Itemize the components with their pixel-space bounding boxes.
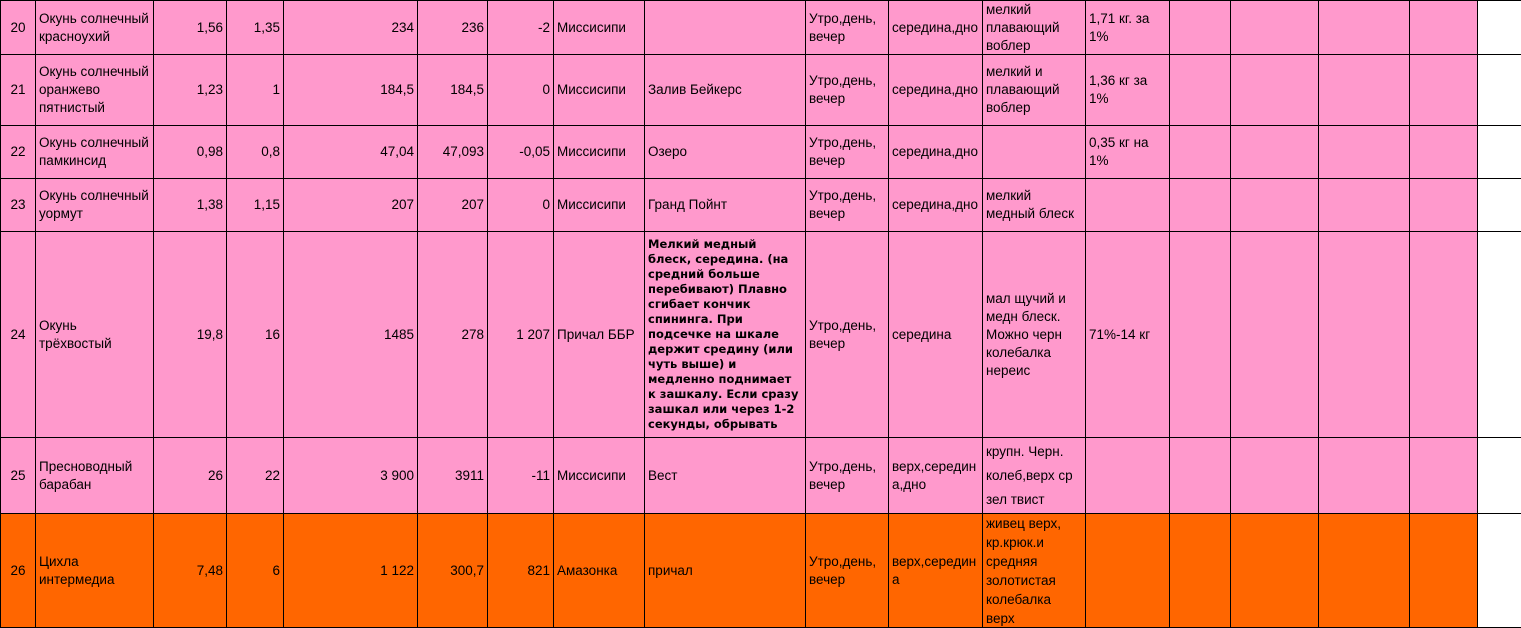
time-cell[interactable]: Утро,день, вечер [806,1,889,55]
empty-cell[interactable] [1478,55,1521,126]
empty-cell[interactable] [1319,514,1410,628]
location-cell[interactable]: Миссисипи [554,1,645,55]
fish-name-cell[interactable] [36,179,154,232]
empty-cell[interactable] [1319,179,1410,232]
table-row[interactable] [1,232,1521,438]
empty-cell[interactable] [1231,232,1319,438]
table-row[interactable] [1,438,1521,514]
spot-cell[interactable]: Озеро [645,126,806,179]
location-cell[interactable]: Миссисипи [554,438,645,514]
note-cell[interactable] [645,232,806,438]
row-number[interactable]: 22 [1,126,36,179]
empty-cell[interactable] [1410,232,1478,438]
fish-name-cell[interactable]: Окунь трёхвостый [36,232,154,438]
fish-name-cell[interactable] [36,55,154,126]
value-cell[interactable]: 278 [418,232,488,438]
spot-cell[interactable]: причал [645,514,806,628]
fish-name: Окунь солнечный красноухий [39,10,150,46]
row-number[interactable]: 25 [1,438,36,514]
value-cell[interactable]: 1,38 [154,179,227,232]
value-cell[interactable]: 1 207 [488,232,554,438]
empty-cell[interactable] [1231,55,1319,126]
empty-cell[interactable] [1478,232,1521,438]
bait-cell[interactable]: мал щучий и медн блеск. Можно черн колебалка нереис [983,232,1086,438]
empty-cell[interactable] [1231,514,1319,628]
bait-cell[interactable]: мелкий и плавающий воблер [983,55,1086,126]
empty-cell[interactable] [1319,126,1410,179]
empty-cell[interactable] [1478,438,1521,514]
value-cell[interactable]: 1,56 [154,1,227,55]
value-cell[interactable]: 1 122 [284,514,418,628]
empty-cell[interactable] [1410,1,1478,55]
location-cell[interactable]: Миссисипи [554,55,645,126]
row-number[interactable]: 21 [1,55,36,126]
value-cell[interactable]: 1,23 [154,55,227,126]
table-row[interactable] [1,514,1521,628]
depth-cell[interactable]: середина,дно [889,126,983,179]
empty-cell[interactable] [1170,1,1231,55]
fish-name: Окунь солнечный уормут [39,187,150,223]
empty-cell[interactable] [1319,1,1410,55]
value-cell[interactable]: 6 [227,514,284,628]
spot-cell[interactable]: Вест [645,438,806,514]
value-cell[interactable]: 1 [227,55,284,126]
value-cell[interactable]: 7,48 [154,514,227,628]
value-cell[interactable]: 16 [227,232,284,438]
value-cell[interactable]: 47,04 [284,126,418,179]
location-cell[interactable]: Амазонка [554,514,645,628]
empty-cell[interactable] [1410,438,1478,514]
empty-cell[interactable] [1478,126,1521,179]
value-cell[interactable]: 184,5 [284,55,418,126]
empty-cell[interactable] [1231,438,1319,514]
empty-cell[interactable] [1231,1,1319,55]
value-cell[interactable]: 236 [418,1,488,55]
time-cell[interactable]: Утро,день, вечер [806,438,889,514]
bait-cell[interactable] [983,438,1086,514]
bait-cell[interactable] [983,1,1086,55]
empty-cell[interactable] [1410,55,1478,126]
fish-name-cell[interactable]: Цихла интермедиа [36,514,154,628]
value-cell[interactable]: 3911 [418,438,488,514]
fish-name: Окунь солнечный памкинсид [39,134,150,170]
chance-cell[interactable]: 1,71 кг. за 1% [1086,1,1170,55]
fish-name: Окунь солнечный оранжево пятнистый [39,63,150,117]
location-cell[interactable]: Причал ББР [554,232,645,438]
empty-cell[interactable] [1231,179,1319,232]
value-cell[interactable]: 3 900 [284,438,418,514]
value-cell[interactable]: 234 [284,1,418,55]
location-cell[interactable]: Миссисипи [554,179,645,232]
time-cell[interactable]: Утро,день, вечер [806,514,889,628]
fish-name-cell[interactable] [36,126,154,179]
depth-cell[interactable]: середина,дно [889,179,983,232]
depth-cell[interactable]: верх,середина [889,514,983,628]
empty-cell[interactable] [1319,55,1410,126]
value-cell[interactable]: -2 [488,1,554,55]
fish-name-cell[interactable]: Пресноводный барабан [36,438,154,514]
empty-cell[interactable] [1170,126,1231,179]
value-cell[interactable]: 207 [284,179,418,232]
table-row[interactable] [1,126,1521,179]
spot-cell[interactable]: Залив Бейкерс [645,55,806,126]
bait-cell[interactable] [983,514,1086,628]
bait-cell[interactable] [983,126,1086,179]
value-cell[interactable]: 0 [488,179,554,232]
value-cell[interactable]: 184,5 [418,55,488,126]
empty-cell[interactable] [1170,514,1231,628]
empty-cell[interactable] [1231,126,1319,179]
value-cell[interactable]: 0 [488,55,554,126]
row-number[interactable]: 26 [1,514,36,628]
empty-cell[interactable] [1410,126,1478,179]
bait-cell[interactable]: мелкий медный блеск [983,179,1086,232]
value-cell[interactable]: 821 [488,514,554,628]
note-text: Мелкий медный блеск, середина. (на средний больше перебивают) Плавно сгибает кончик спининга. При подсечке на шкале держит средину (или чуть выше) и медленно поднимает к зашкалу. Если сразу зашкал или через 1-2 секунды, обрывать [648,237,802,432]
value-cell[interactable]: -0,05 [488,126,554,179]
value-cell[interactable]: 19,8 [154,232,227,438]
empty-cell[interactable] [1478,179,1521,232]
depth-cell[interactable]: середина,дно [889,55,983,126]
value-cell[interactable]: 26 [154,438,227,514]
time-cell[interactable]: Утро,день, вечер [806,126,889,179]
chance-cell[interactable]: 71%-14 кг [1086,232,1170,438]
chance-cell[interactable] [1086,179,1170,232]
bait-text: крупн. Черн. колеб,верх ср зел твист [986,440,1082,512]
time-cell[interactable]: Утро,день, вечер [806,55,889,126]
bait-text: живец верх, кр.крюк.и средняя золотистая колебалка верх [986,514,1082,627]
time-cell[interactable]: Утро,день, вечер [806,179,889,232]
empty-cell[interactable] [1170,438,1231,514]
location-cell[interactable]: Миссисипи [554,126,645,179]
chance-cell[interactable] [1086,438,1170,514]
time-cell[interactable]: Утро,день, вечер [806,232,889,438]
table-row[interactable] [1,179,1521,232]
value-cell[interactable]: 47,093 [418,126,488,179]
empty-cell[interactable] [1478,1,1521,55]
chance-cell[interactable]: 1,36 кг за 1% [1086,55,1170,126]
empty-cell[interactable] [1410,514,1478,628]
table-row[interactable] [1,55,1521,126]
depth-cell[interactable]: верх,середина,дно [889,438,983,514]
row-number[interactable]: 20 [1,1,36,55]
value-cell[interactable]: 1,15 [227,179,284,232]
spot-cell[interactable]: Гранд Пойнт [645,179,806,232]
table-row[interactable] [1,1,1521,55]
depth-cell[interactable]: середина,дно [889,1,983,55]
empty-cell[interactable] [1319,438,1410,514]
empty-cell[interactable] [1170,179,1231,232]
chance-cell[interactable]: 0,35 кг на 1% [1086,126,1170,179]
row-number[interactable]: 23 [1,179,36,232]
chance-cell[interactable] [1086,514,1170,628]
value-cell[interactable]: 1485 [284,232,418,438]
value-cell[interactable]: 22 [227,438,284,514]
empty-cell[interactable] [1170,55,1231,126]
spot-cell[interactable] [645,1,806,55]
value-cell[interactable]: -11 [488,438,554,514]
empty-cell[interactable] [1319,232,1410,438]
bait-text: мелкий плавающий воблер [986,1,1082,54]
empty-cell[interactable] [1478,514,1521,628]
value-cell[interactable]: 300,7 [418,514,488,628]
value-cell[interactable]: 0,8 [227,126,284,179]
empty-cell[interactable] [1410,179,1478,232]
value-cell[interactable]: 0,98 [154,126,227,179]
depth-cell[interactable]: середина [889,232,983,438]
value-cell[interactable]: 207 [418,179,488,232]
empty-cell[interactable] [1170,232,1231,438]
row-number[interactable]: 24 [1,232,36,438]
value-cell[interactable]: 1,35 [227,1,284,55]
fish-name-cell[interactable] [36,1,154,55]
